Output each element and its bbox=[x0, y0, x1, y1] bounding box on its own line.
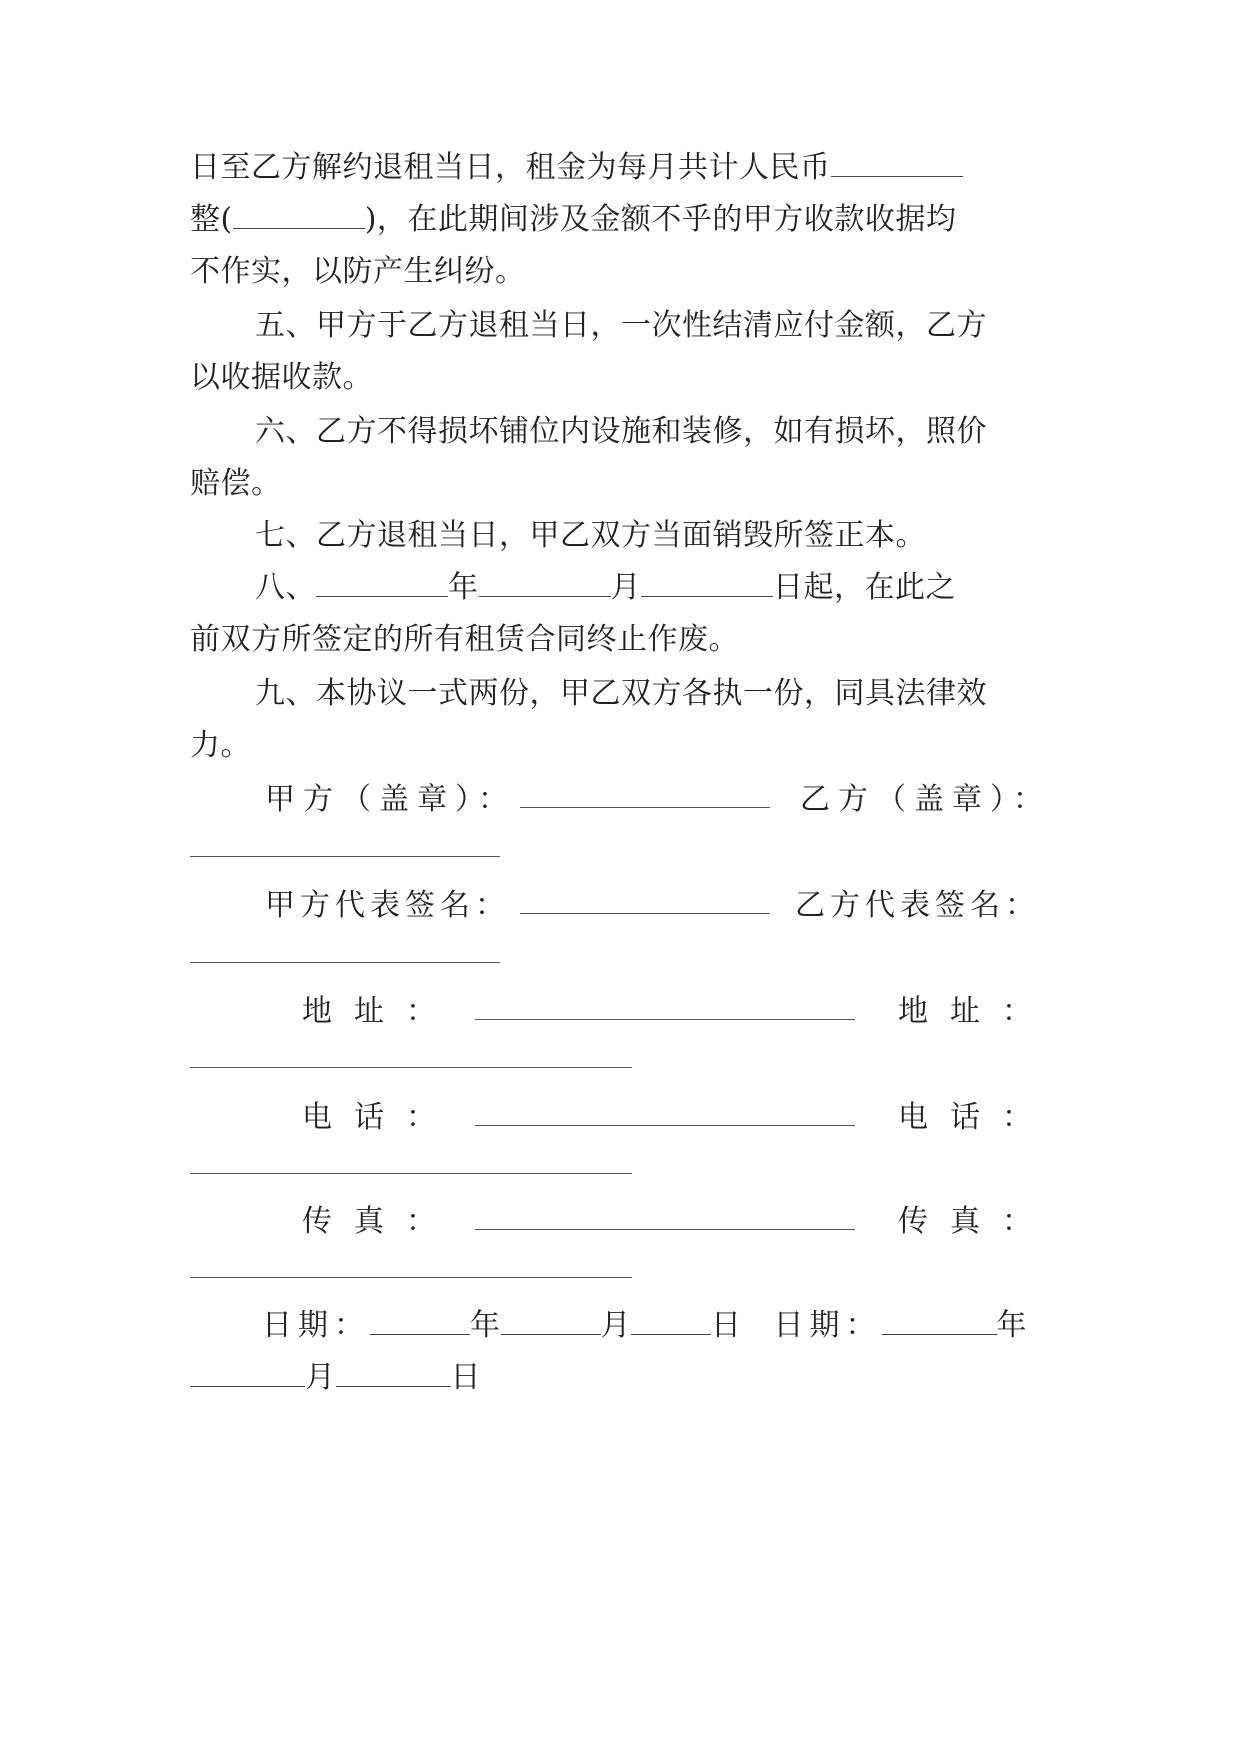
paragraph-text: )，在此期间涉及金额不乎的甲方收款收据均 bbox=[364, 202, 957, 237]
party-a-year-blank bbox=[370, 1310, 470, 1335]
clause-8-line-2: 前双方所签定的所有租赁合同终止作废。 bbox=[190, 622, 739, 657]
party-b-seal-label: 乙方（盖章）： bbox=[800, 782, 1051, 817]
party-a-phone-line bbox=[475, 1125, 855, 1126]
clause-8-line-1 bbox=[255, 568, 1060, 608]
party-b-fax-line bbox=[190, 1277, 632, 1278]
paragraph-line bbox=[190, 200, 1060, 240]
party-b-rep-line bbox=[190, 962, 500, 963]
clause-9-line-2: 力。 bbox=[190, 728, 251, 763]
month-blank bbox=[479, 572, 611, 597]
fill-blank bbox=[233, 204, 365, 229]
party-a-rep-label: 甲方代表签名： bbox=[265, 888, 510, 923]
party-b-phone-label: 电话： bbox=[898, 1100, 1054, 1135]
party-b-phone-line bbox=[190, 1173, 632, 1174]
date-line-1 bbox=[262, 1306, 1060, 1346]
clause-5-line-1: 五、甲方于乙方退租当日，一次性结清应付金额，乙方 bbox=[255, 308, 987, 343]
clause-text: 日起，在此之 bbox=[773, 570, 956, 605]
party-b-address-line bbox=[190, 1067, 632, 1068]
clause-9-line-1: 九、本协议一式两份，甲乙双方各执一份，同具法律效 bbox=[255, 676, 987, 711]
year-label: 年 bbox=[448, 570, 479, 605]
clause-6-line-1: 六、乙方不得损坏铺位内设施和装修，如有损坏，照价 bbox=[255, 414, 987, 449]
day-blank bbox=[641, 572, 773, 597]
party-a-address-label: 地址： bbox=[302, 994, 458, 1029]
party-a-day-blank bbox=[631, 1310, 711, 1335]
party-a-seal-line bbox=[520, 807, 770, 808]
year-label: 年 bbox=[470, 1308, 501, 1343]
day-label: 日 bbox=[711, 1308, 742, 1343]
party-a-phone-label: 电话： bbox=[302, 1100, 458, 1135]
month-label: 月 bbox=[600, 1308, 631, 1343]
paragraph-line bbox=[190, 148, 1060, 188]
party-b-day-blank bbox=[336, 1362, 451, 1387]
month-label: 月 bbox=[305, 1360, 336, 1395]
fill-blank bbox=[831, 152, 963, 177]
party-a-seal-label: 甲方（盖章）： bbox=[265, 782, 516, 817]
day-label: 日 bbox=[450, 1360, 481, 1395]
party-b-fax-label: 传真： bbox=[898, 1204, 1054, 1239]
month-label: 月 bbox=[610, 570, 641, 605]
party-b-year-blank bbox=[882, 1310, 997, 1335]
party-a-address-line bbox=[475, 1019, 855, 1020]
date-line-2 bbox=[190, 1358, 1060, 1398]
paragraph-line: 不作实，以防产生纠纷。 bbox=[190, 254, 526, 289]
party-a-month-blank bbox=[501, 1310, 601, 1335]
party-a-fax-label: 传真： bbox=[302, 1204, 458, 1239]
party-b-seal-line bbox=[190, 856, 500, 857]
party-a-rep-line bbox=[520, 913, 770, 914]
clause-7-line-1: 七、乙方退租当日，甲乙双方当面销毁所签正本。 bbox=[255, 518, 926, 553]
paragraph-text: 日至乙方解约退租当日，租金为每月共计人民币 bbox=[190, 150, 831, 185]
year-label: 年 bbox=[996, 1308, 1027, 1343]
party-b-address-label: 地址： bbox=[898, 994, 1054, 1029]
clause-text: 八、 bbox=[255, 570, 316, 605]
party-b-rep-label: 乙方代表签名： bbox=[795, 888, 1040, 923]
paragraph-text: 整( bbox=[190, 202, 233, 237]
year-blank bbox=[316, 572, 448, 597]
clause-5-line-2: 以收据收款。 bbox=[190, 360, 373, 395]
party-b-date-label: 日期： bbox=[773, 1308, 882, 1343]
party-a-date-label: 日期： bbox=[262, 1308, 370, 1343]
party-a-fax-line bbox=[475, 1229, 855, 1230]
party-b-month-blank bbox=[190, 1362, 305, 1387]
clause-6-line-2: 赔偿。 bbox=[190, 466, 282, 501]
